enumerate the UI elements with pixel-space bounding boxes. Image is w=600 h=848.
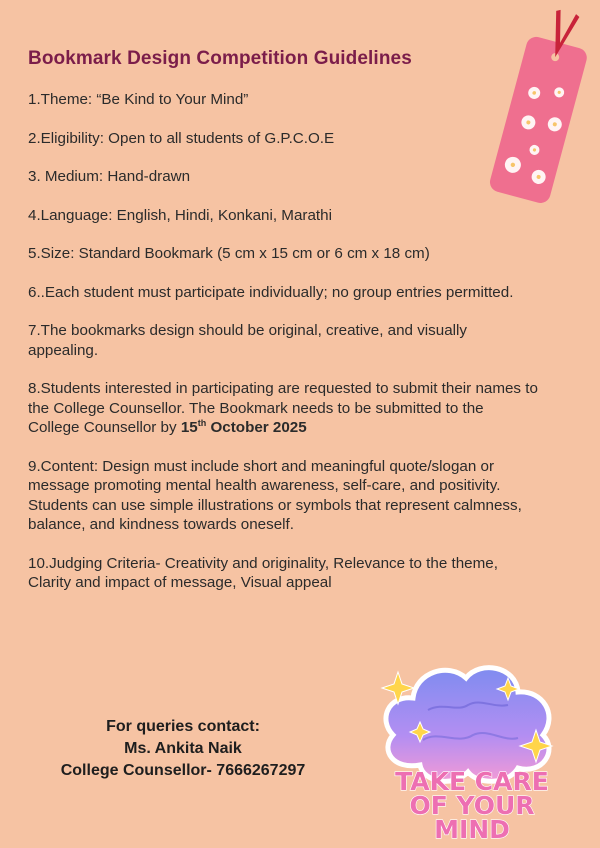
sticker-line-1: TAKE CARE (395, 767, 549, 796)
guidelines-list (28, 90, 538, 593)
cloud-brain-icon (386, 668, 549, 782)
contact-heading: For queries contact: (106, 718, 260, 735)
rule-5: 5.Size: Standard Bookmark (5 cm x 15 cm or 6 cm x 18 cm) (28, 245, 430, 262)
take-care-sticker (368, 650, 568, 848)
contact-role-phone: College Counsellor- 7666267297 (60, 762, 306, 779)
rule-8-text: 8.Students interested in participating are requested to submit their names to the College Counsellor. The Bookmark needs to be submitted to the College Counsellor by (28, 380, 538, 436)
rule-4: 4.Language: English, Hindi, Konkani, Marathi (28, 206, 332, 224)
contact-name: Ms. Ankita Naik (124, 740, 242, 757)
rule-9: 9.Content: Design must include short and meaningful quote/slogan or message promoting mental health awareness, self-care, and positivity. Students can use simple illustrations or symbols that represent calmness, balance, and kindness towards oneself. (28, 457, 522, 533)
contact-block (18, 716, 348, 782)
rule-1: 1.Theme: “Be Kind to Your Mind” (28, 91, 249, 108)
rule-2: 2.Eligibility: Open to all students of G.P.C.O.E (28, 129, 335, 147)
rule-3: 3. Medium: Hand-drawn (28, 168, 191, 185)
deadline-date: 15th October 2025 (180, 417, 307, 436)
sticker-line-3: MIND (434, 815, 510, 844)
rule-6: 6..Each student must participate individually; no group entries permitted. (28, 283, 514, 301)
rule-8 (28, 379, 538, 438)
page-title: Bookmark Design Competition Guidelines (28, 48, 412, 69)
rule-10: 10.Judging Criteria- Creativity and originality, Relevance to the theme, Clarity and impact of message, Visual appeal (28, 554, 498, 591)
rule-7: 7.The bookmarks design should be original, creative, and visually appealing. (28, 322, 467, 359)
sticker-line-2: OF YOUR (409, 791, 535, 820)
